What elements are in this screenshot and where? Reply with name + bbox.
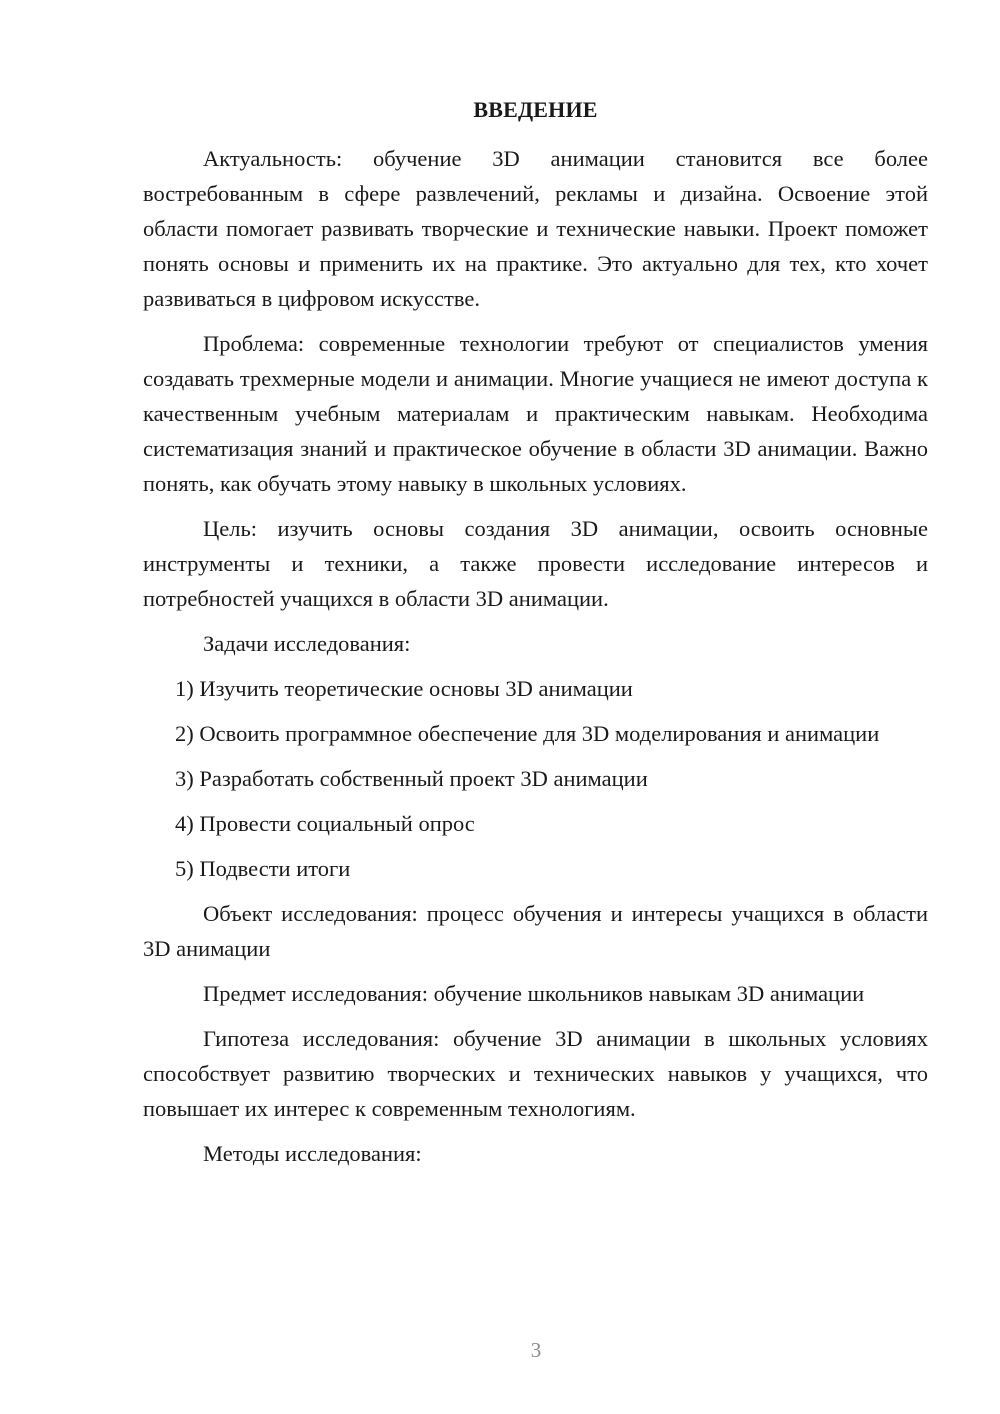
paragraph-object: Объект исследования: процесс обучения и интересы учащихся в области 3D анимации [143,901,928,961]
page-number: 3 [530,1338,542,1362]
page-title: ВВЕДЕНИЕ [473,97,598,122]
list-item: 5) Подвести итоги [175,856,351,881]
paragraph-methods-heading: Методы исследования: [203,1141,422,1166]
paragraph-subject: Предмет исследования: обучение школьников навыкам 3D анимации [203,981,865,1006]
paragraph-goal: Цель: изучить основы создания 3D анимации, освоить основные инструменты и техники, а также провести исследование интересов и потребностей учащихся в области 3D анимации. [143,516,928,611]
list-item: 4) Провести социальный опрос [175,811,475,836]
paragraph-problem: Проблема: современные технологии требуют от специалистов умения создавать трехмерные модели и анимации. Многие учащиеся не имеют доступа к качественным учебным материалам и практическим навыкам. Необходима систематизация знаний и практическое обучение в области 3D анимации. Важно понять, как обучать этому навыку в школьных условиях. [143,331,928,496]
list-item: 3) Разработать собственный проект 3D анимации [175,766,648,791]
list-item: 2) Освоить программное обеспечение для 3D моделирования и анимации [175,721,880,746]
paragraph-relevance: Актуальность: обучение 3D анимации становится все более востребованным в сфере развлечений, рекламы и дизайна. Освоение этой области помогает развивать творческие и технические навыки. Проект поможет понять основы и применить их на практике. Это актуально для тех, кто хочет развиваться в цифровом искусстве. [143,146,928,311]
tasks-list [143,671,928,886]
paragraph-tasks-heading: Задачи исследования: [203,631,411,656]
paragraph-hypothesis: Гипотеза исследования: обучение 3D анимации в школьных условиях способствует развитию творческих и технических навыков у учащихся, что повышает их интерес к современным технологиям. [143,1026,928,1121]
page-content [143,92,928,1181]
list-item: 1) Изучить теоретические основы 3D анимации [175,676,633,701]
